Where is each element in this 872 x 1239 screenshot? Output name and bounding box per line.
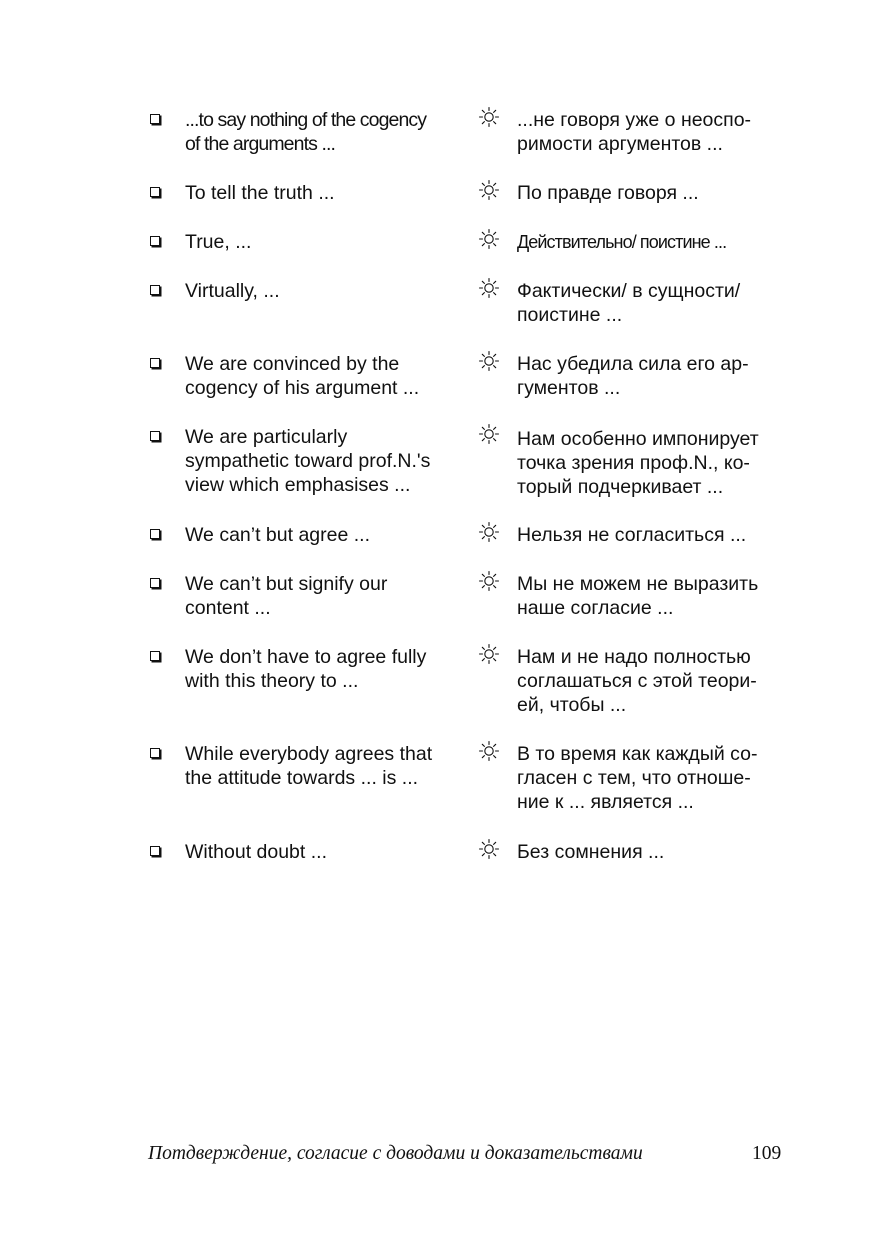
checkbox-icon [150,114,160,124]
russian-phrase: В то время как каждый со- гласен с тем, что отноше- ние к ... является ... [517,743,758,813]
sun-icon [478,643,500,665]
russian-phrase: Мы не можем не выразить наше согласие ... [517,573,759,619]
checkbox-icon [150,285,160,295]
russian-phrase: Нам особенно импонирует точка зрения проф.N., ко- торый подчеркивает ... [517,428,759,498]
russian-phrase: Действительно/ поистине ... [517,232,727,252]
checkbox-icon [150,651,160,661]
russian-phrase: Без сомнения ... [517,841,665,863]
sun-icon [478,423,500,445]
english-phrase: Virtually, ... [185,280,280,302]
sun-icon [478,228,500,250]
english-phrase: ...to say nothing of the cogency of the arguments ... [185,109,427,155]
checkbox-icon [150,187,160,197]
sun-icon [478,838,500,860]
english-phrase: True, ... [185,231,252,253]
checkbox-icon [150,748,160,758]
english-phrase: We don’t have to agree fully with this theory to ... [185,646,427,692]
russian-phrase: Нельзя не согласиться ... [517,524,747,546]
checkbox-icon [150,529,160,539]
footer-section-title: Потдверждение, согласие с доводами и доказательствами [148,1143,643,1164]
checkbox-icon [150,431,160,441]
russian-phrase: Фактически/ в сущности/ поистине ... [517,280,741,326]
english-phrase: We can’t but signify our content ... [185,573,388,619]
sun-icon [478,179,500,201]
sun-icon [478,740,500,762]
sun-icon [478,106,500,128]
english-phrase: We are particularly sympathetic toward prof.N.'s view which emphasises ... [185,426,431,496]
english-phrase: We are convinced by the cogency of his argument ... [185,353,420,399]
english-phrase: We can’t but agree ... [185,524,370,546]
russian-phrase: По правде говоря ... [517,182,699,204]
english-phrase: While everybody agrees that the attitude towards ... is ... [185,743,433,789]
english-phrase: To tell the truth ... [185,182,335,204]
checkbox-icon [150,236,160,246]
checkbox-icon [150,358,160,368]
checkbox-icon [150,578,160,588]
russian-phrase: Нам и не надо полностью соглашаться с этой теори- ей, чтобы ... [517,646,757,716]
sun-icon [478,521,500,543]
sun-icon [478,350,500,372]
checkbox-icon [150,846,160,856]
sun-icon [478,570,500,592]
russian-phrase: Нас убедила сила его ар- гументов ... [517,353,749,399]
sun-icon [478,277,500,299]
english-phrase: Without doubt ... [185,841,327,863]
russian-phrase: ...не говоря уже о неоспо- римости аргументов ... [517,109,752,155]
page-number: 109 [752,1143,782,1164]
